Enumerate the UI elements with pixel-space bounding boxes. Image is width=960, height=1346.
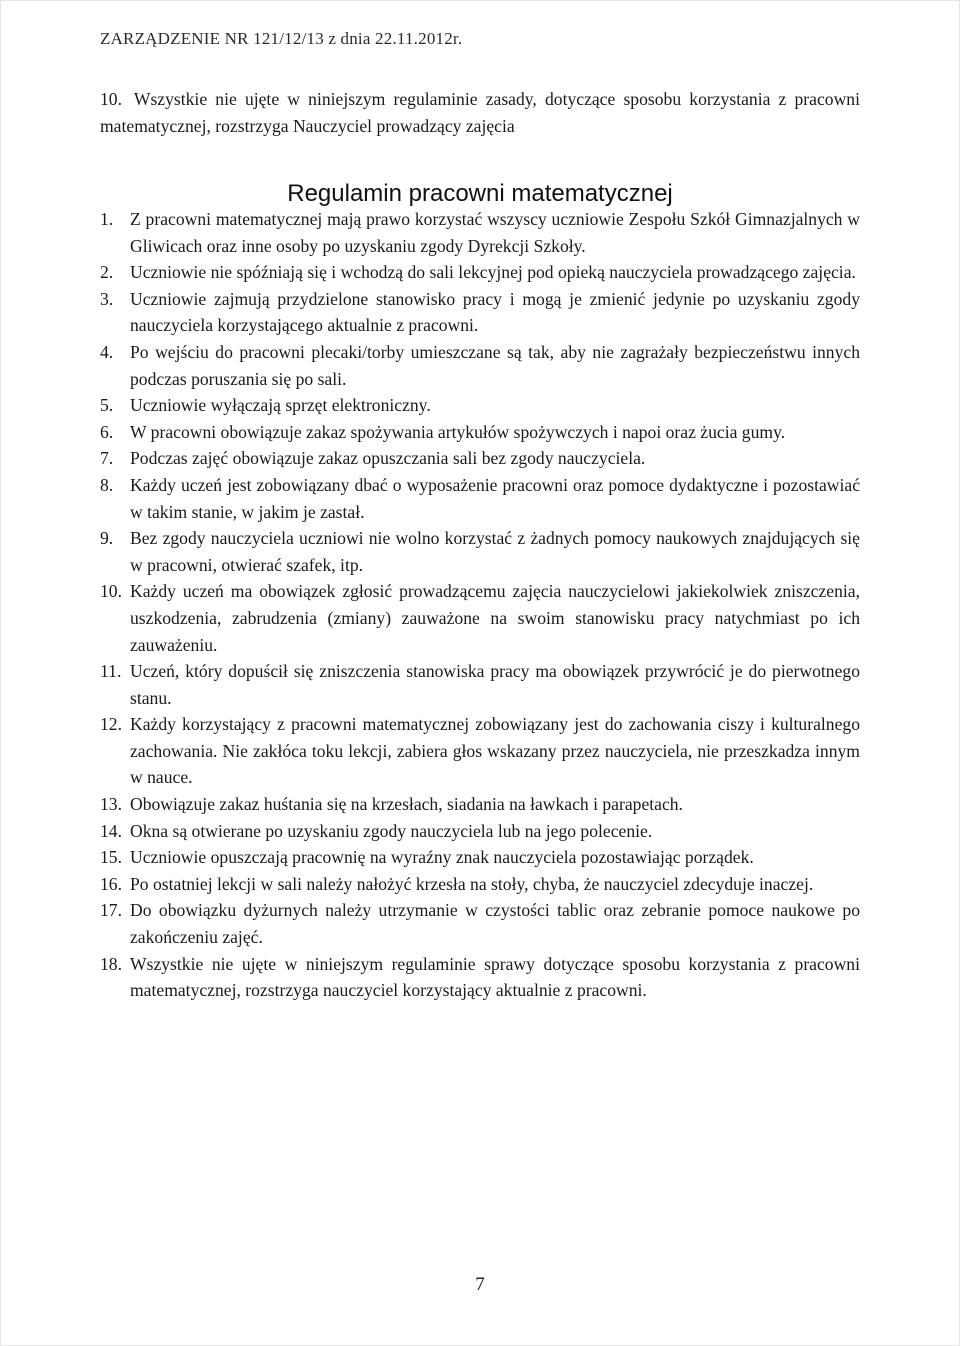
rule-text: Do obowiązku dyżurnych należy utrzymanie w czystości tablic oraz zebranie pomoce naukowe po zakończeniu zajęć.: [130, 900, 860, 948]
list-item: [100, 951, 860, 1004]
list-item: [100, 286, 860, 339]
rule-number: 9.: [100, 528, 114, 549]
list-item: [100, 658, 860, 711]
rule-text: W pracowni obowiązuje zakaz spożywania artykułów spożywczych i napoi oraz żucia gumy.: [130, 421, 786, 442]
rule-number: 14.: [100, 820, 122, 841]
rule-number: 16.: [100, 873, 122, 894]
rule-text: Uczniowie wyłączają sprzęt elektroniczny.: [130, 395, 431, 416]
rule-number: 13.: [100, 794, 122, 815]
rule-number: 7.: [100, 448, 114, 469]
rule-text: Każdy uczeń jest zobowiązany dbać o wyposażenie pracowni oraz pomoce dydaktyczne i pozostawiać w takim stanie, w jakim je zastał.: [130, 474, 860, 522]
rule-number: 5.: [100, 395, 114, 416]
list-item: [100, 897, 860, 950]
list-item: [100, 525, 860, 578]
rule-number: 11.: [100, 661, 122, 682]
page-title: [0, 180, 960, 208]
list-item: [100, 844, 860, 871]
rule-text: Obowiązuje zakaz huśtania się na krzesłach, siadania na ławkach i parapetach.: [130, 794, 683, 815]
list-item: [100, 259, 860, 286]
rule-text: Z pracowni matematycznej mają prawo korzystać wszyscy uczniowie Zespołu Szkół Gimnazjalnych w Gliwicach oraz inne osoby po uzyskaniu zgody Dyrekcji Szkoły.: [130, 209, 860, 256]
rule-number: 15.: [100, 847, 122, 868]
rule-text: Po wejściu do pracowni plecaki/torby umieszczane są tak, aby nie zagrażały bezpieczeństwu innych podczas poruszania się po sali.: [130, 341, 860, 389]
rule-text: Po ostatniej lekcji w sali należy nałożyć krzesła na stoły, chyba, że nauczyciel zdecyduje inaczej.: [130, 873, 814, 894]
list-item: [100, 339, 860, 392]
rule-text: Uczniowie nie spóźniają się i wchodzą do sali lekcyjnej pod opieką nauczyciela prowadzącego zajęcia.: [130, 262, 856, 283]
document-header: ZARZĄDZENIE NR 121/12/13 z dnia 22.11.2012r.: [100, 29, 463, 48]
page-title-text: Regulamin pracowni matematycznej: [287, 180, 673, 207]
list-item: [100, 791, 860, 818]
rule-number: 18.: [100, 953, 122, 974]
rule-number: 4.: [100, 341, 114, 362]
page-number: 7: [475, 1274, 485, 1295]
rule-text: Uczniowie opuszczają pracownię na wyraźny znak nauczyciela pozostawiając porządek.: [130, 847, 754, 868]
rule-text: Uczeń, który dopuścił się zniszczenia stanowiska pracy ma obowiązek przywrócić je do pierwotnego stanu.: [130, 661, 860, 708]
rule-number: 17.: [100, 900, 122, 921]
rule-number: 3.: [100, 288, 114, 309]
rule-text: Podczas zajęć obowiązuje zakaz opuszczania sali bez zgody nauczyciela.: [130, 448, 646, 469]
rules-list: [100, 206, 860, 1004]
list-item: [100, 472, 860, 525]
intro-paragraph: [100, 86, 860, 139]
list-item: [100, 445, 860, 472]
rule-number: 1.: [100, 209, 114, 229]
rule-number: 2.: [100, 262, 114, 283]
rule-number: 6.: [100, 421, 114, 442]
rule-text: Każdy korzystający z pracowni matematycznej zobowiązany jest do zachowania ciszy i kulturalnego zachowania. Nie zakłóca toku lekcji, zabiera głos wskazany przez nauczyciela, nie przeszkadza innym w nauce.: [130, 714, 860, 788]
intro-number: 10.: [100, 89, 122, 109]
intro-text: Wszystkie nie ujęte w niniejszym regulaminie zasady, dotyczące sposobu korzystania z pracowni matematycznej, rozstrzyga Nauczyciel prowadzący zajęcia: [100, 89, 860, 136]
rule-text: Każdy uczeń ma obowiązek zgłosić prowadzącemu zajęcia nauczycielowi jakiekolwiek zniszczenia, uszkodzenia, zabrudzenia (zmiany) zauważone na swoim stanowisku pracy natychmiast po ich zauważeniu.: [130, 581, 860, 655]
rule-number: 8.: [100, 474, 114, 495]
rule-text: Uczniowie zajmują przydzielone stanowisko pracy i mogą je zmienić jedynie po uzyskaniu zgody nauczyciela korzystającego aktualnie z pracowni.: [130, 288, 860, 336]
list-item: [100, 818, 860, 845]
list-item: [100, 871, 860, 898]
rule-text: Okna są otwierane po uzyskaniu zgody nauczyciela lub na jego polecenie.: [130, 820, 653, 841]
list-item: [100, 206, 860, 259]
rule-text: Bez zgody nauczyciela uczniowi nie wolno korzystać z żadnych pomocy naukowych znajdujących się w pracowni, otwierać szafek, itp.: [130, 528, 860, 575]
list-item: [100, 711, 860, 791]
rule-text: Wszystkie nie ujęte w niniejszym regulaminie sprawy dotyczące sposobu korzystania z pracowni matematycznej, rozstrzyga nauczyciel korzystający aktualnie z pracowni.: [130, 953, 860, 1001]
list-item: [100, 419, 860, 446]
list-item: [100, 578, 860, 658]
list-item: [100, 392, 860, 419]
rule-number: 12.: [100, 714, 122, 735]
rule-number: 10.: [100, 581, 122, 602]
